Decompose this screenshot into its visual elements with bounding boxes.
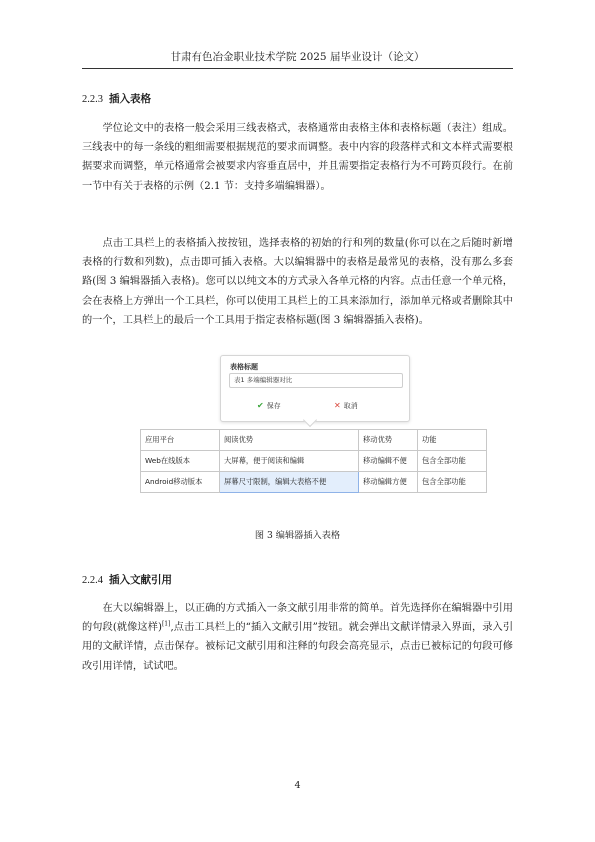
table-cell[interactable]: 移动优势	[359, 430, 418, 451]
section-heading-2-2-3	[82, 92, 151, 107]
table-title-popup	[220, 355, 410, 422]
paragraph	[82, 599, 513, 676]
save-button[interactable]	[257, 401, 281, 411]
check-icon: ✔	[257, 401, 264, 410]
save-label: 保存	[266, 402, 281, 410]
paragraph: 点击工具栏上的表格插入按按钮，选择表格的初始的行和列的数量(你可以在之后随时新增表格的行数和列数)，点击即可插入表格。大以编辑器中的表格是最常见的表格，没有那么多套路(图 3 编辑器插入表格)。您可以以纯文本的方式录入各单元格的内容。点击任意一个单元格，会在表格上方弹出一个工具栏，你可以使用工具栏上的工具来添加行，添加单元格或者删除其中的一个，工具栏上的最后一个工具用于指定表格标题(图 3 编辑器插入表格)。	[82, 238, 513, 326]
cancel-label: 取消	[343, 402, 358, 410]
cancel-button[interactable]	[334, 401, 358, 411]
table-cell[interactable]: 功能	[418, 430, 487, 451]
header-rule	[82, 68, 513, 69]
table-title-label: 表格标题	[230, 363, 258, 371]
figure-caption: 图 3 编辑器插入表格	[254, 530, 341, 541]
section-title: 插入文献引用	[109, 574, 172, 586]
close-icon: ✕	[334, 401, 341, 410]
section-heading-2-2-4	[82, 573, 172, 588]
citation-marker[interactable]: [1]	[161, 620, 171, 628]
editor-table-figure	[140, 355, 492, 497]
section-number: 2.2.3	[82, 94, 103, 105]
table-cell[interactable]: 大屏幕，便于阅读和编辑	[220, 451, 359, 472]
page-number: 4	[294, 780, 301, 791]
page-header: 甘肃有色冶金职业技术学院 2025 届毕业设计（论文）	[170, 51, 425, 63]
table-cell[interactable]: Android移动版本	[141, 472, 220, 493]
section-title: 插入表格	[109, 93, 151, 105]
paragraph-text: 在大以编辑器上，以正确的方式插入一条文献引用非常的简单。首先选择你在编辑器中引用的句段(就像这样)	[82, 603, 513, 634]
table-row	[141, 451, 487, 472]
table-cell[interactable]: Web在线版本	[141, 451, 220, 472]
paragraph-text: ,点击工具栏上的“插入文献引用”按钮。就会弹出文献详情录入界面，录入引用的文献详情，点击保存。被标记文献引用和注释的句段会高亮显示，点击已被标记的句段可修改引用详情，试试吧。	[82, 622, 514, 672]
editor-table	[140, 429, 487, 493]
table-cell[interactable]: 移动编辑不便	[359, 451, 418, 472]
section-number: 2.2.4	[82, 575, 103, 586]
table-row	[141, 472, 487, 493]
table-row	[141, 430, 487, 451]
paragraph: 学位论文中的表格一般会采用三线表格式，表格通常由表格主体和表格标题（表注）组成。三线表中的每一条线的粗细需要根据规范的要求而调整。表中内容的段落样式和文本样式需要根据要求而调整，单元格通常会被要求内容垂直居中，并且需要指定表格行为不可跨页段行。在前一节中有关于表格的示例（2.1 节：支持多端编辑器）。	[82, 123, 513, 192]
table-cell[interactable]: 移动编辑方便	[359, 472, 418, 493]
table-cell[interactable]: 阅读优势	[220, 430, 359, 451]
table-cell[interactable]: 包含全部功能	[418, 472, 487, 493]
table-cell[interactable]: 包含全部功能	[418, 451, 487, 472]
table-title-input[interactable]: 表1 多端编辑器对比	[229, 373, 403, 388]
table-cell[interactable]: 应用平台	[141, 430, 220, 451]
selected-table-cell[interactable]: 屏幕尺寸限制，编辑大表格不便	[220, 472, 359, 493]
